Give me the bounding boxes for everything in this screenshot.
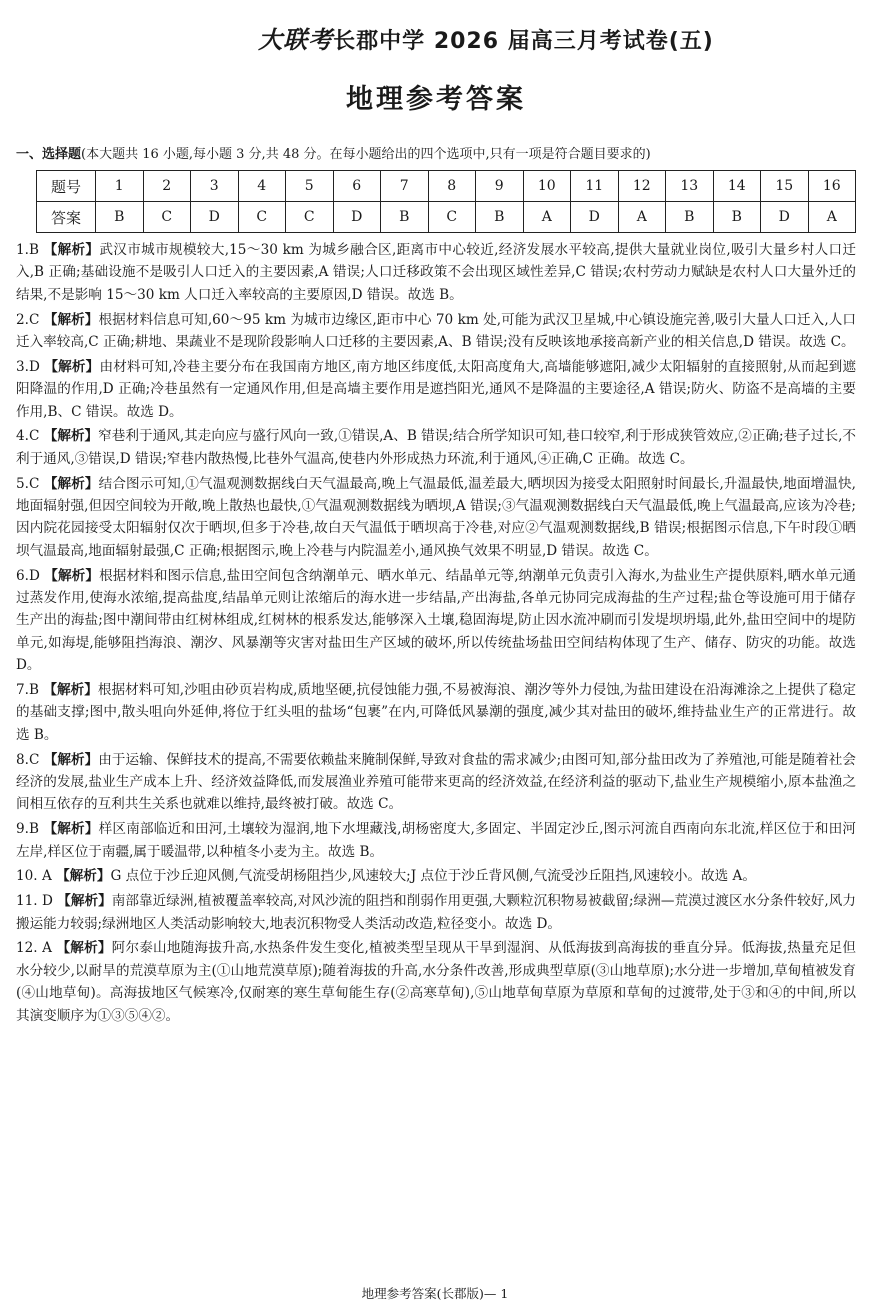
section-intro bbox=[16, 144, 856, 166]
question-number-cell: 12 bbox=[618, 171, 666, 202]
item-number-answer: 8.C bbox=[16, 751, 40, 768]
analysis-tag: 【解析】 bbox=[43, 428, 99, 445]
analysis-item bbox=[16, 679, 856, 746]
analysis-text: 武汉市城市规模较大,15～30 km 为城乡融合区,距离市中心较近,经济发展水平较高,提供大量就业岗位,吸引大量乡村人口迁入,B 正确;基础设施不是吸引人口迁入的主要因素,A 错误;人口迁移政策不会出现区域性差异,C 错误;农村劳动力赋缺是农村人口大量外迁的结果,不是影响 15～30 km 人口迁入率较高的主要原因,D 错误。故选 B。 bbox=[16, 242, 857, 303]
item-number-answer: 6.D bbox=[16, 567, 40, 584]
analysis-item bbox=[16, 425, 856, 470]
analysis-item bbox=[16, 565, 856, 677]
analysis-tag: 【解析】 bbox=[43, 242, 100, 258]
question-number-cell: 1 bbox=[96, 171, 144, 202]
question-number-cell: 2 bbox=[143, 171, 191, 202]
brand-logo-text: 大联考 bbox=[258, 26, 334, 54]
question-number-cell: 10 bbox=[523, 171, 571, 202]
analysis-text: 结合图示可知,①气温观测数据线白天气温最高,晚上气温最低,温差最大,晒坝因为接受太阳照射时间最长,升温最快,地面增温快,地面辐射强,但因空间较为开敞,晚上散热也最快,①气温观测数据线为晒坝,A 错误;③气温观测数据线白天气温最低,晚上气温最高,应该为冷巷;因内院花园接受太阳辐射仅次于晒坝,但多于冷巷,故白天气温低于晒坝高于冷巷,对应②气温观测数据线,B 错误;根据图示信息,下午时段①晒坝气温最高,地面辐射最强,C 正确;根据图示,晚上冷巷与内院温差小,通风换气效果不明显,D 错误。故选 C。 bbox=[16, 475, 856, 559]
analysis-text: G 点位于沙丘迎风侧,气流受胡杨阻挡少,风速较大;J 点位于沙丘背风侧,气流受沙丘阻挡,风速较小。故选 A。 bbox=[110, 868, 756, 885]
exam-header bbox=[116, 18, 856, 62]
answer-table bbox=[36, 170, 856, 233]
analysis-text: 根据材料信息可知,60～95 km 为城市边缘区,距市中心 70 km 处,可能为武汉卫星城,中心镇设施完善,吸引大量人口迁入,人口迁入率较高,C 正确;耕地、果蔬业不是现阶段影响人口迁移的主要因素,A、B 错误;没有反映该地承接高新产业的相关信息,D 错误。故选 C。 bbox=[16, 311, 857, 351]
answer-cell: B bbox=[476, 202, 524, 233]
question-number-cell: 8 bbox=[428, 171, 476, 202]
answer-cell: C bbox=[428, 202, 476, 233]
analysis-item bbox=[16, 239, 856, 306]
answer-cell: A bbox=[523, 202, 571, 233]
answer-cell: B bbox=[713, 202, 761, 233]
answer-cell: B bbox=[381, 202, 429, 233]
analysis-text: 根据材料和图示信息,盐田空间包含纳潮单元、晒水单元、结晶单元等,纳潮单元负责引入海水,为盐业生产提供原料,晒水单元通过蒸发作用,使海水浓缩,提高盐度,结晶单元则让浓缩后的海水进一步结晶,产出海盐,各单元协同完成海盐的生产过程;盐仓等设施可用于储存生产出的海盐;图中潮间带由红树林组成,红树林的根系发达,能够深入土壤,稳固海堤,防止因水流冲刷而引发堤坝坍塌,此外,盐田空间中的堤防单元,如海堤,能够阻挡海浪、潮汐、风暴潮等灾害对盐田生产区域的破坏,所以传统盐场盐田空间结构体现了生产、储存、防灾的功能。故选 D。 bbox=[16, 567, 857, 674]
answer-cell: A bbox=[618, 202, 666, 233]
exam-title: 长郡中学 2026 届高三月考试卷(五) bbox=[333, 29, 714, 54]
question-number-cell: 9 bbox=[476, 171, 524, 202]
question-number-cell: 11 bbox=[571, 171, 619, 202]
answer-row bbox=[37, 202, 856, 233]
analysis-item bbox=[16, 473, 856, 563]
analysis-item bbox=[16, 356, 856, 423]
section-label: 一、选择题 bbox=[16, 147, 82, 162]
analysis-tag: 【解析】 bbox=[43, 751, 99, 768]
section-note: (本大题共 16 小题,每小题 3 分,共 48 分。在每小题给出的四个选项中,只有一项是符合题目要求的) bbox=[81, 147, 651, 162]
answer-cell: A bbox=[808, 202, 856, 233]
analysis-text: 窄巷利于通风,其走向应与盛行风向一致,①错误,A、B 错误;结合所学知识可知,巷口较窄,利于形成狭管效应,②正确;巷子过长,不利于通风,③错误,D 错误;窄巷内散热慢,比巷外气温高,使巷内外形成热力环流,利于通风,④正确,C 正确。故选 C。 bbox=[16, 428, 857, 467]
analysis-text: 根据材料可知,沙咀由砂页岩构成,质地坚硬,抗侵蚀能力强,不易被海浪、潮汐等外力侵蚀,为盐田建设在沿海滩涂之上提供了稳定的基础支撑;图中,散头咀向外延伸,将位于红头咀的盐场“包裹”在内,可降低风暴潮的强度,减少其对盐田的破坏,维持盐业生产的正常进行。故选 B。 bbox=[16, 682, 856, 743]
question-number-cell: 15 bbox=[761, 171, 809, 202]
analysis-text: 样区南部临近和田河,土壤较为湿润,地下水埋藏浅,胡杨密度大,多固定、半固定沙丘,图示河流自西南向东北流,样区位于和田河左岸,样区位于南疆,属于暖温带,以种植冬小麦为主。故选 B。 bbox=[16, 821, 856, 860]
item-number-answer: 12. A bbox=[16, 940, 52, 957]
analysis-item bbox=[16, 818, 856, 863]
question-number-cell: 16 bbox=[808, 171, 856, 202]
analysis-item bbox=[16, 865, 856, 887]
analysis-text: 由于运输、保鲜技术的提高,不需要依赖盐来腌制保鲜,导致对食盐的需求减少;由图可知,部分盐田改为了养殖池,可能是随着社会经济的发展,盐业生产成本上升、经济效益降低,而发展渔业养殖可能带来更高的经济效益,在经济利益的驱动下,盐业生产规模缩小,原本盐渔之间相互依存的互利共生关系也就难以维持,最终被打破。故选 C。 bbox=[16, 751, 856, 813]
analysis-item bbox=[16, 937, 856, 1027]
analysis-tag: 【解析】 bbox=[44, 358, 100, 375]
question-number-cell: 4 bbox=[238, 171, 286, 202]
item-number-answer: 11. D bbox=[16, 893, 53, 910]
row-label-answer: 答案 bbox=[37, 202, 96, 233]
item-number-answer: 1.B bbox=[16, 242, 39, 258]
analysis-item bbox=[16, 890, 856, 935]
analysis-tag: 【解析】 bbox=[43, 311, 99, 328]
answer-cell: C bbox=[143, 202, 191, 233]
item-number-answer: 4.C bbox=[16, 428, 40, 445]
answer-cell: D bbox=[571, 202, 619, 233]
question-number-cell: 14 bbox=[713, 171, 761, 202]
item-number-answer: 9.B bbox=[16, 821, 39, 838]
analysis-tag: 【解析】 bbox=[43, 475, 99, 492]
analysis-item bbox=[16, 749, 856, 816]
analysis-tag: 【解析】 bbox=[44, 567, 100, 584]
analysis-tag: 【解析】 bbox=[56, 940, 112, 957]
analysis-item bbox=[16, 309, 856, 354]
answer-cell: B bbox=[96, 202, 144, 233]
question-number-cell: 3 bbox=[191, 171, 239, 202]
item-number-answer: 7.B bbox=[16, 682, 39, 699]
question-number-cell: 5 bbox=[286, 171, 334, 202]
analysis-tag: 【解析】 bbox=[56, 868, 111, 885]
question-number-row bbox=[37, 171, 856, 202]
analysis-text: 南部靠近绿洲,植被覆盖率较高,对风沙流的阻挡和削弱作用更强,大颗粒沉积物易被截留;绿洲—荒漠过渡区水分条件较好,风力搬运能力较弱;绿洲地区人类活动影响较大,地表沉积物受人类活动改造,粒径变小。故选 D。 bbox=[16, 893, 856, 932]
analysis-tag: 【解析】 bbox=[43, 682, 98, 699]
question-number-cell: 6 bbox=[333, 171, 381, 202]
analysis-text: 阿尔泰山地随海拔升高,水热条件发生变化,植被类型呈现从干旱到湿润、从低海拔到高海拔的垂直分异。低海拔,热量充足但水分较少,以耐旱的荒漠草原为主(①山地荒漠草原);随着海拔的升高,水分条件改善,形成典型草原(③山地草原);水分进一步增加,草甸植被发育(④山地草甸)。高海拔地区气候寒冷,仅耐寒的寒生草甸能生存(②高寒草甸),⑤山地草甸草原为草原和草甸的过渡带,处于③和④的中间,所以其演变顺序为①③⑤④②。 bbox=[16, 940, 857, 1024]
item-number-answer: 10. A bbox=[16, 868, 52, 885]
answer-cell: D bbox=[333, 202, 381, 233]
answer-cell: B bbox=[666, 202, 714, 233]
document-title: 地理参考答案 bbox=[346, 84, 526, 115]
answer-cell: D bbox=[761, 202, 809, 233]
question-number-cell: 7 bbox=[381, 171, 429, 202]
item-number-answer: 3.D bbox=[16, 358, 40, 375]
answer-cell: C bbox=[238, 202, 286, 233]
item-number-answer: 2.C bbox=[16, 311, 40, 328]
question-number-cell: 13 bbox=[666, 171, 714, 202]
answer-cell: D bbox=[191, 202, 239, 233]
analysis-text: 由材料可知,冷巷主要分布在我国南方地区,南方地区纬度低,太阳高度角大,高墙能够遮阳,减少太阳辐射的直接照射,从而起到遮阳降温的作用,D 正确;冷巷虽然有一定通风作用,但是高墙主要作用是遮挡阳光,通风不是降温的主要途径,A 错误;防火、防盗不是高墙的主要作用,B、C 错误。故选 D。 bbox=[16, 358, 856, 420]
analysis-list bbox=[16, 239, 856, 1027]
analysis-tag: 【解析】 bbox=[43, 821, 99, 838]
analysis-tag: 【解析】 bbox=[57, 893, 112, 910]
page-footer: 地理参考答案(长郡版)— 1 bbox=[361, 1286, 509, 1301]
item-number-answer: 5.C bbox=[16, 475, 40, 492]
row-label-number: 题号 bbox=[37, 171, 96, 202]
answer-cell: C bbox=[286, 202, 334, 233]
